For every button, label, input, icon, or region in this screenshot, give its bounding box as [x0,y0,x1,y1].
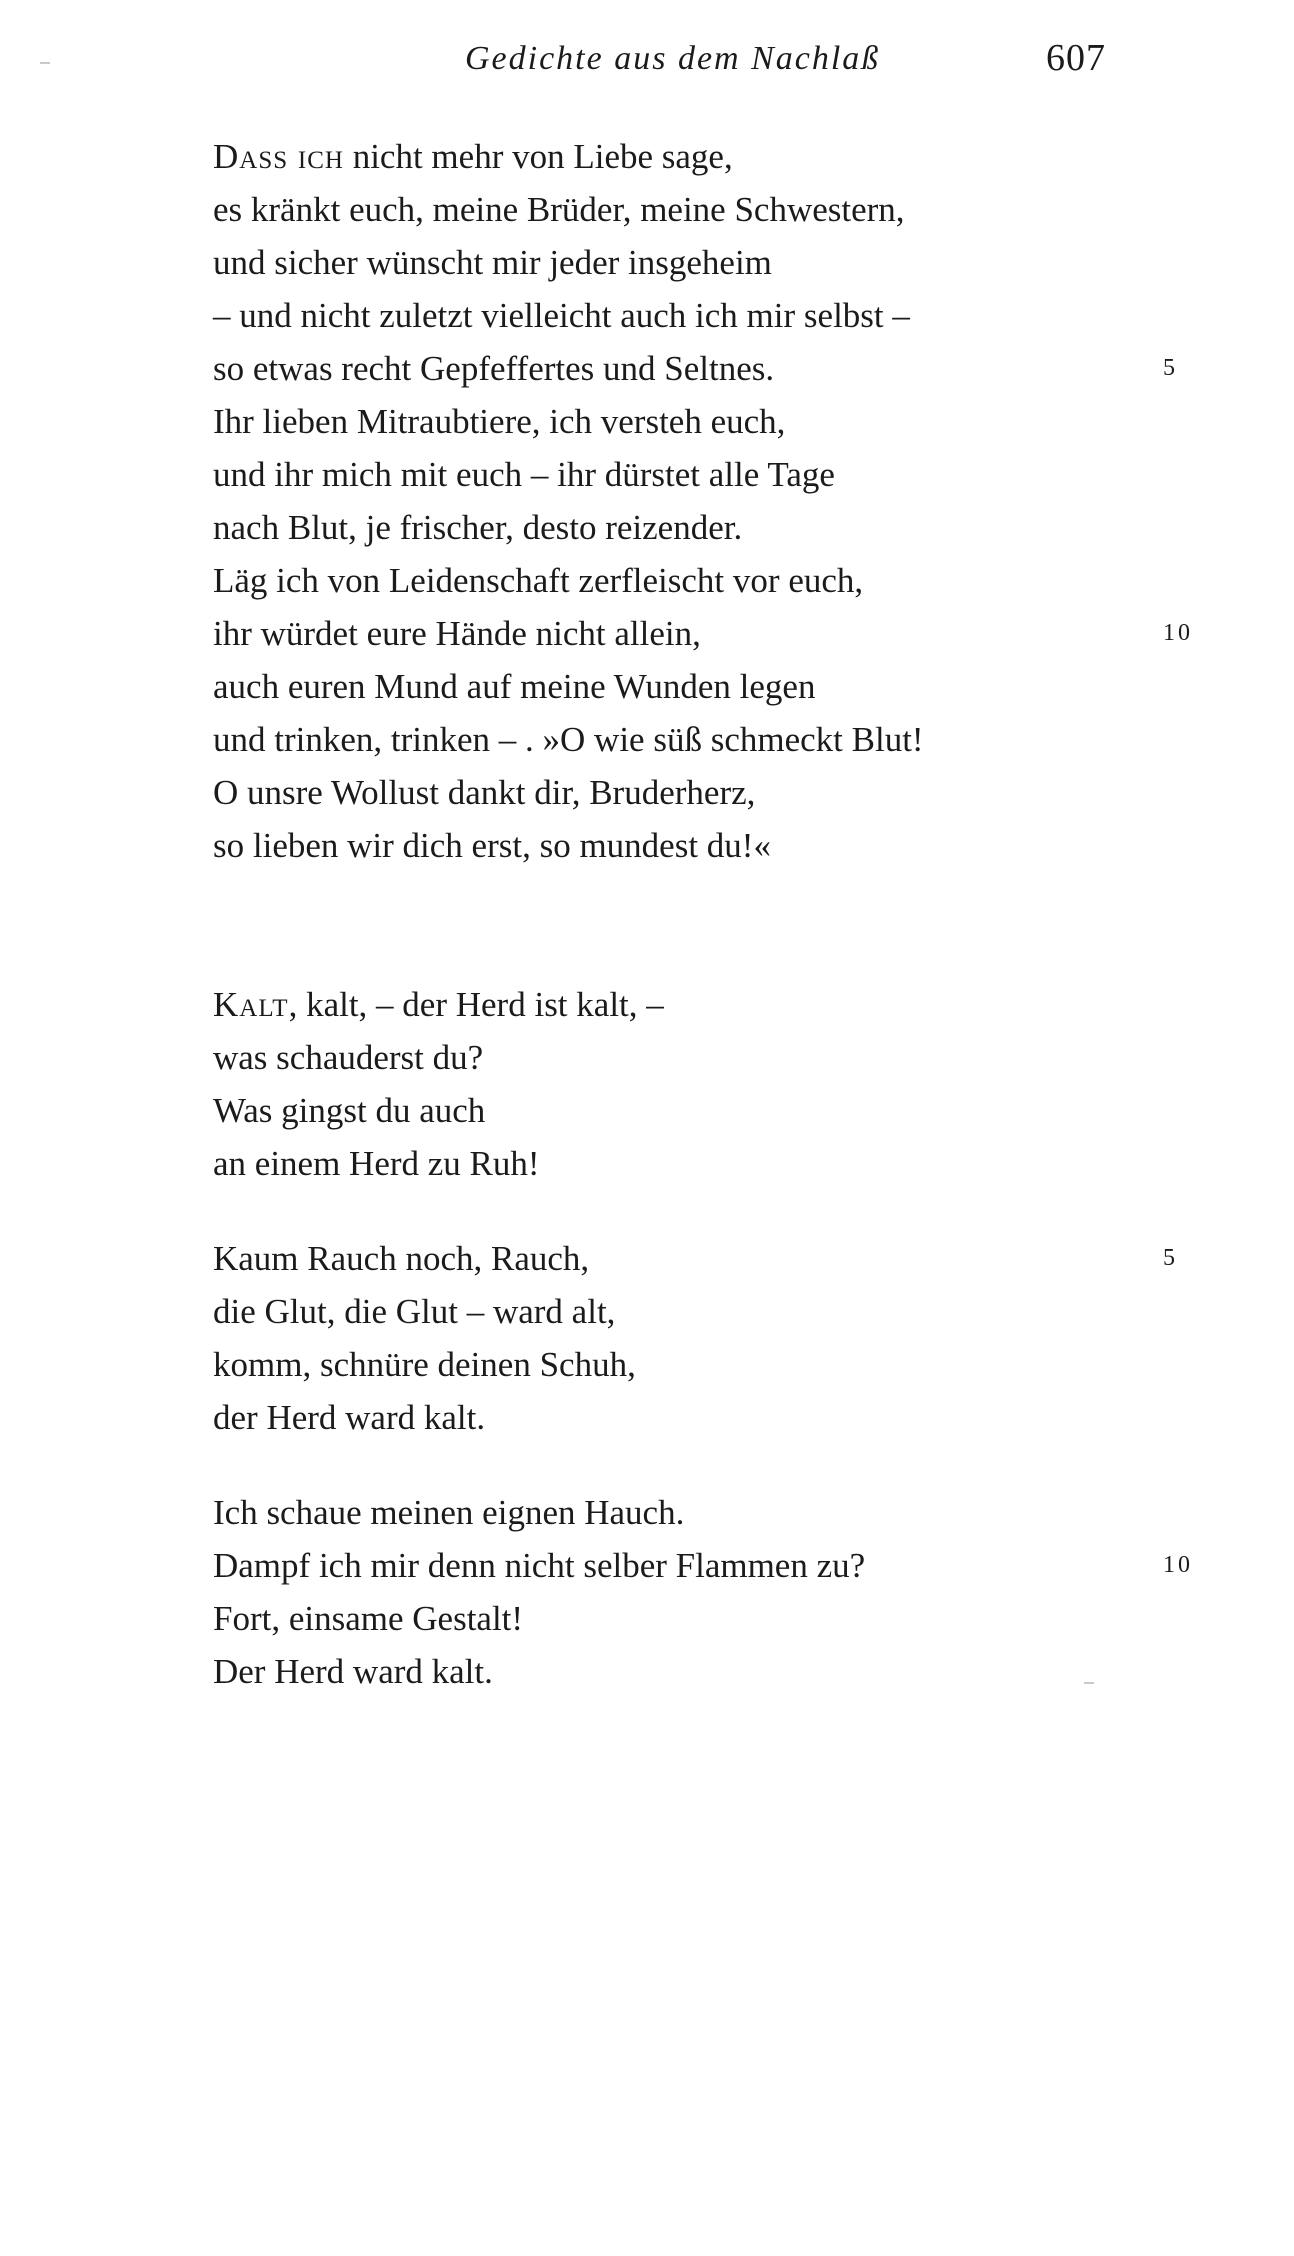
verse-text: , kalt, – der Herd ist kalt, – [288,985,664,1024]
verse-text: Ich schaue meinen eignen Hauch. [213,1493,685,1532]
verse-line [213,289,1173,342]
line-number: 10 [1163,1552,1193,1578]
verse-line [213,448,1173,501]
verse-text: und sicher wünscht mir jeder insgeheim [213,243,772,282]
verse-text: und ihr mich mit euch – ihr dürstet alle Tage [213,455,835,494]
verse-line [213,1285,1173,1338]
verse-text: es kränkt euch, meine Brüder, meine Schwestern, [213,190,905,229]
verse-line [213,1486,1173,1539]
verse-line [213,1232,1178,1285]
line-number: 5 [1163,1245,1178,1271]
stanza-break [213,1444,1173,1486]
verse-text: so etwas recht Gepfeffertes und Seltnes. [213,349,775,388]
verse-text: O unsre Wollust dankt dir, Bruderherz, [213,773,756,812]
verse-line [213,395,1173,448]
line-number: 10 [1163,620,1193,646]
verse-text: der Herd ward kalt. [213,1398,486,1437]
verse-text: komm, schnüre deinen Schuh, [213,1345,636,1384]
line-number: 5 [1163,355,1178,381]
verse-text: die Glut, die Glut – ward alt, [213,1292,616,1331]
verse-line [213,660,1173,713]
verse-text: ihr würdet eure Hände nicht allein, [213,614,701,653]
verse-line [213,607,1193,660]
verse-text: an einem Herd zu Ruh! [213,1144,540,1183]
verse-text: auch euren Mund auf meine Wunden legen [213,667,816,706]
verse-text: Der Herd ward kalt. [213,1652,493,1691]
verse-line [213,1391,1173,1444]
poem-dass-ich [213,130,1193,872]
verse-line [213,501,1173,554]
verse-text: – und nicht zuletzt vielleicht auch ich mir selbst – [213,296,910,335]
running-title: Gedichte aus dem Nachlaß [465,40,881,77]
verse-line [213,1137,1173,1190]
verse-line [213,978,1173,1031]
verse-incipit: Dass ich [213,137,344,176]
verse-text: so lieben wir dich erst, so mundest du!« [213,826,771,865]
scan-speck [1084,1682,1094,1684]
verse-text: Dampf ich mir denn nicht selber Flammen zu? [213,1546,866,1585]
verse-line [213,1031,1173,1084]
verse-line [213,766,1173,819]
verse-line [213,554,1173,607]
verse-line [213,1592,1173,1645]
verse-text: Kaum Rauch noch, Rauch, [213,1239,590,1278]
scan-speck [40,62,50,64]
verse-text: Fort, einsame Gestalt! [213,1599,524,1638]
verse-line [213,1645,1173,1698]
poem-kalt [213,978,1193,1698]
verse-text: Läg ich von Leidenschaft zerfleischt vor euch, [213,561,864,600]
verse-line [213,1338,1173,1391]
verse-line [213,713,1173,766]
page-number: 607 [1046,37,1106,79]
verse-text: nicht mehr von Liebe sage, [343,137,733,176]
verse-text: was schauderst du? [213,1038,484,1077]
verse-text: Ihr lieben Mitraubtiere, ich versteh euch, [213,402,786,441]
verse-line [213,819,1173,872]
verse-line [213,1084,1173,1137]
verse-line [213,342,1178,395]
verse-incipit: Kalt [213,985,289,1024]
verse-text: und trinken, trinken – . »O wie süß schmeckt Blut! [213,720,924,759]
stanza-break [213,1190,1173,1232]
verse-text: nach Blut, je frischer, desto reizender. [213,508,743,547]
verse-line [213,130,1173,183]
verse-line [213,236,1173,289]
verse-line [213,183,1173,236]
verse-text: Was gingst du auch [213,1091,486,1130]
verse-line [213,1539,1193,1592]
